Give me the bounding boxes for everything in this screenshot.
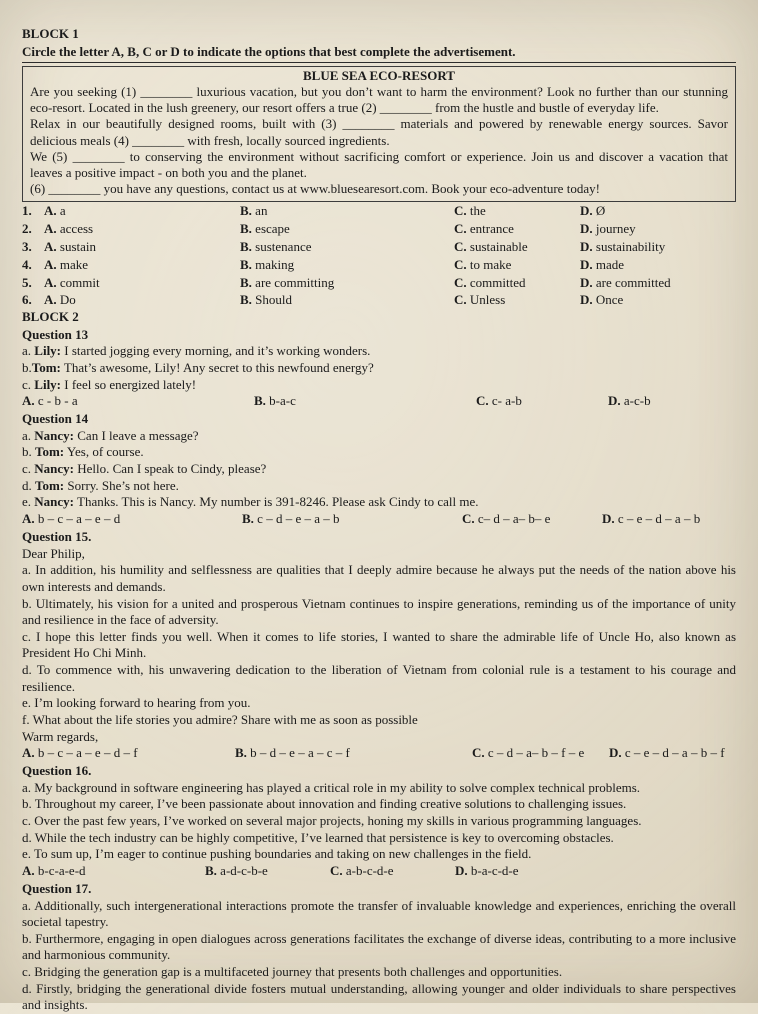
option-a [44, 275, 240, 291]
answer-b [242, 511, 462, 528]
question-number: 5. [22, 274, 32, 290]
mcq-row [22, 239, 736, 255]
option-text: are committed [595, 274, 671, 290]
answer-c [330, 863, 455, 880]
mcq-row [22, 221, 736, 237]
option-d [580, 257, 736, 273]
option-text: committed [469, 274, 526, 290]
option-text: Unless [469, 292, 506, 308]
sentence-line: a. In addition, his humility and selflessness are qualities that I deeply admire because he always put the needs of the nation above his own interests and demands. [22, 562, 736, 594]
question-number: 4. [22, 256, 32, 272]
answer-a [22, 745, 235, 762]
option-letter: D. [580, 256, 593, 272]
line-text: That’s awesome, Lily! Any secret to this newfound energy? [63, 359, 374, 375]
answer-b [254, 393, 476, 410]
option-letter: A. [44, 292, 57, 308]
option-text: escape [255, 220, 290, 236]
option-letter: B. [240, 238, 252, 254]
speaker-name: Tom: [31, 359, 61, 375]
option-b [240, 239, 454, 255]
line-text: Sorry. She’s not here. [67, 477, 179, 493]
speaker-name: Lily: [34, 376, 62, 392]
option-text: Should [255, 292, 293, 308]
option-text: the [469, 203, 486, 219]
answer-text: c – e – d – a – b [617, 510, 701, 526]
line-text: I feel so energized lately! [64, 376, 197, 392]
answer-b [205, 863, 330, 880]
answer-text: c – e – d – a – b – f [624, 745, 725, 761]
option-letter: D. [580, 274, 593, 290]
question-number: 3. [22, 238, 32, 254]
option-d [580, 203, 736, 219]
answer-d [602, 511, 736, 528]
option-letter: B. [240, 256, 252, 272]
option-text: sustainable [469, 238, 528, 254]
answer-letter: C. [330, 862, 343, 878]
speaker-name: Nancy: [34, 494, 74, 510]
ad-paragraph: Are you seeking (1) ________ luxurious vacation, but you don’t want to harm the environment? Look no further than our stunning eco-resort. Located in the lush greenery, our resort offers a true (2) ________ from the hustle and bustle of everyday life. [30, 83, 728, 116]
answer-row [22, 393, 736, 410]
option-text: entrance [469, 220, 514, 236]
option-c [454, 203, 580, 219]
speaker-name: Lily: [34, 343, 62, 359]
line-prefix: a. [22, 343, 35, 359]
answer-text: b-c-a-e-d [37, 862, 86, 878]
option-a [44, 292, 240, 308]
option-text: a [59, 203, 66, 219]
answer-d [608, 393, 736, 410]
mcq-row [22, 292, 736, 308]
answer-letter: B. [205, 862, 217, 878]
sentence-line: d. To commence with, his unwavering dedication to the liberation of Vietnam from colonial rule is a testament to his courage and resilience. [22, 662, 736, 694]
option-d [580, 221, 736, 237]
sentence-line: b. Throughout my career, I’ve been passionate about innovation and finding creative solutions to challenging issues. [22, 796, 627, 812]
line-text: Yes, of course. [66, 444, 144, 460]
option-letter: A. [44, 256, 57, 272]
answer-d [455, 863, 736, 880]
line-prefix: b. [22, 359, 32, 375]
advertisement-box [22, 66, 736, 202]
sentence-line: d. While the tech industry can be highly competitive, I’ve learned that persistence is key to overcoming obstacles. [22, 829, 614, 845]
option-text: Once [595, 292, 624, 308]
option-text: to make [469, 256, 512, 272]
answer-text: b – c – a – e – d [37, 510, 121, 526]
option-b [240, 221, 454, 237]
answer-c [472, 745, 609, 762]
option-letter: C. [454, 292, 467, 308]
mcq-row [22, 257, 736, 273]
option-text: sustain [59, 238, 97, 254]
dialog-line [22, 377, 736, 394]
answer-letter: A. [22, 745, 35, 761]
option-text: sustenance [255, 238, 312, 254]
block1-heading: BLOCK 1 [22, 26, 79, 41]
sentence-line: d. Firstly, bridging the generational divide fosters mutual understanding, allowing younger and older individuals to share perspectives and insights. [22, 980, 736, 1013]
line-text: I started jogging every morning, and it’s working wonders. [64, 343, 371, 359]
answer-row [22, 863, 736, 880]
option-a [44, 239, 240, 255]
answer-letter: C. [472, 745, 485, 761]
sentence-line: e. I’m looking forward to hearing from you. [22, 695, 251, 711]
line-text: Thanks. This is Nancy. My number is 391-8246. Please ask Cindy to call me. [77, 494, 479, 510]
option-letter: A. [44, 220, 57, 236]
sentence-line: a. My background in software engineering has played a critical role in my ability to solve complex technical problems. [22, 779, 641, 795]
question13-heading: Question 13 [22, 326, 89, 342]
speaker-name: Nancy: [34, 427, 74, 443]
answer-a [22, 393, 254, 410]
speaker-name: Tom: [35, 477, 65, 493]
option-letter: A. [44, 203, 57, 219]
letter-opening: Dear Philip, [22, 545, 85, 561]
line-prefix: d. [22, 477, 35, 493]
option-letter: D. [580, 203, 593, 219]
answer-row [22, 511, 736, 528]
dialog-line [22, 461, 736, 478]
answer-text: b-a-c [269, 393, 296, 409]
answer-text: c – d – a– b – f – e [487, 745, 585, 761]
option-letter: D. [580, 292, 593, 308]
answer-c [462, 511, 602, 528]
sentence-line: c. I hope this letter finds you well. When it comes to life stories, I wanted to share the admirable life of Uncle Ho, also known as President Ho Chi Minh. [22, 628, 736, 661]
line-prefix: e. [22, 494, 35, 510]
option-letter: B. [240, 203, 252, 219]
answer-b [235, 745, 472, 762]
option-text: Do [59, 292, 76, 308]
question-number: 2. [22, 220, 32, 236]
answer-letter: C. [476, 393, 489, 409]
question-number: 6. [22, 292, 32, 308]
answer-letter: A. [22, 510, 35, 526]
dialog-line [22, 444, 736, 461]
option-letter: C. [454, 256, 467, 272]
dialog-line [22, 478, 736, 495]
sentence-line: c. Over the past few years, I’ve worked on several major projects, honing my skills in various programming languages. [22, 813, 642, 829]
option-letter: B. [240, 274, 252, 290]
answer-letter: D. [455, 862, 468, 878]
sentence-line: b. Furthermore, engaging in open dialogues across generations facilitates the exchange of diverse ideas, contributing to a more inclusive and harmonious community. [22, 930, 736, 963]
question15-heading: Question 15. [22, 528, 92, 544]
speaker-name: Nancy: [34, 461, 74, 477]
answer-text: c - b - a [37, 393, 78, 409]
ad-title: BLUE SEA ECO-RESORT [303, 67, 455, 83]
option-b [240, 292, 454, 308]
question-number: 1. [22, 203, 32, 219]
mcq-row [22, 203, 736, 219]
dialog-line [22, 428, 736, 445]
answer-text: c- a-b [491, 393, 522, 409]
mcq-row [22, 275, 736, 291]
question17-heading: Question 17. [22, 880, 92, 896]
dialog-line [22, 360, 736, 377]
option-b [240, 257, 454, 273]
answer-text: b-a-c-d-e [470, 862, 519, 878]
answer-text: c – d – e – a – b [257, 510, 340, 526]
sentence-line: b. Ultimately, his vision for a united and prosperous Vietnam continues to inspire generations, reminding us of the importance of unity and resilience in the face of adversity. [22, 595, 736, 628]
sentence-line: c. Bridging the generation gap is a multifaceted journey that presents both challenges and opportunities. [22, 964, 563, 980]
answer-letter: D. [608, 393, 621, 409]
block1-instruction: Circle the letter A, B, C or D to indicate the options that best complete the advertisement. [22, 44, 736, 63]
ad-paragraph: Relax in our beautifully designed rooms, built with (3) ________ materials and powered by renewable energy sources. Savor delicious meals (4) ________ with fresh, locally sourced ingredients. [30, 116, 728, 148]
question16-heading: Question 16. [22, 763, 92, 779]
option-text: Ø [595, 203, 606, 219]
answer-text: a-d-c-b-e [220, 862, 268, 878]
option-text: made [595, 256, 625, 272]
option-letter: C. [454, 274, 467, 290]
option-letter: C. [454, 238, 467, 254]
answer-text: c– d – a– b– e [477, 510, 551, 526]
option-b [240, 203, 454, 219]
line-text: Hello. Can I speak to Cindy, please? [77, 461, 267, 477]
option-text: making [255, 256, 295, 272]
dialog-line [22, 343, 736, 360]
option-a [44, 203, 240, 219]
option-letter: C. [454, 203, 467, 219]
answer-letter: D. [609, 745, 622, 761]
option-text: an [255, 203, 268, 219]
option-letter: D. [580, 220, 593, 236]
option-text: access [59, 220, 94, 236]
sentence-line: a. Additionally, such intergenerational interactions promote the transfer of invaluable knowledge and experiences, enriching the overall societal tapestry. [22, 897, 736, 930]
line-prefix: c. [22, 461, 35, 477]
answer-text: b – c – a – e – d – f [37, 745, 138, 761]
answer-letter: B. [242, 510, 254, 526]
question14-heading: Question 14 [22, 411, 89, 427]
option-letter: B. [240, 220, 252, 236]
option-d [580, 292, 736, 308]
answer-letter: A. [22, 393, 35, 409]
sentence-line: e. To sum up, I’m eager to continue pushing boundaries and taking on new challenges in the field. [22, 846, 532, 862]
option-letter: A. [44, 238, 57, 254]
speaker-name: Tom: [35, 444, 65, 460]
option-c [454, 257, 580, 273]
answer-a [22, 863, 205, 880]
option-text: are committing [255, 274, 335, 290]
ad-paragraph: (6) ________ you have any questions, contact us at www.bluesearesort.com. Book your eco-adventure today! [30, 181, 600, 197]
option-text: make [59, 256, 89, 272]
option-a [44, 257, 240, 273]
answer-letter: B. [254, 393, 266, 409]
line-prefix: b. [22, 444, 35, 460]
option-a [44, 221, 240, 237]
dialog-line [22, 494, 736, 511]
answer-text: a-c-b [623, 393, 651, 409]
line-text: Can I leave a message? [77, 427, 199, 443]
option-letter: C. [454, 220, 467, 236]
option-b [240, 275, 454, 291]
option-c [454, 239, 580, 255]
answer-text: b – d – e – a – c – f [250, 745, 350, 761]
option-text: journey [595, 220, 636, 236]
option-d [580, 239, 736, 255]
option-c [454, 292, 580, 308]
sentence-line: f. What about the life stories you admire? Share with me as soon as possible [22, 711, 418, 727]
option-text: commit [59, 274, 100, 290]
letter-closing: Warm regards, [22, 728, 99, 744]
block2-heading: BLOCK 2 [22, 308, 79, 324]
option-letter: A. [44, 274, 57, 290]
answer-text: a-b-c-d-e [345, 862, 394, 878]
answer-a [22, 511, 242, 528]
option-text: sustainability [595, 238, 666, 254]
option-c [454, 275, 580, 291]
answer-d [609, 745, 736, 762]
ad-paragraph: We (5) ________ to conserving the environment without sacrificing comfort or experience. Join us and discover a vacation that leaves a positive impact - on both you and the planet. [30, 148, 728, 181]
option-letter: D. [580, 238, 593, 254]
option-letter: B. [240, 292, 252, 308]
answer-letter: A. [22, 862, 35, 878]
option-d [580, 275, 736, 291]
answer-letter: D. [602, 510, 615, 526]
answer-letter: C. [462, 510, 475, 526]
option-c [454, 221, 580, 237]
line-prefix: c. [22, 376, 35, 392]
line-prefix: a. [22, 427, 35, 443]
answer-c [476, 393, 608, 410]
answer-letter: B. [235, 745, 247, 761]
answer-row [22, 745, 736, 762]
